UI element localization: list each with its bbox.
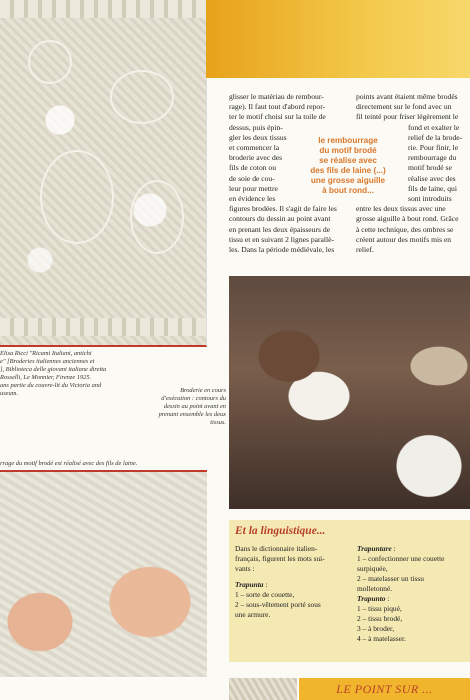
text-line: en prenant les deux épaisseurs de [229,224,331,234]
linguistics-right-column [357,544,467,644]
text-line: entre les deux tissus avec une [356,204,446,214]
text-line: rage). Il faut tout d'abord repor- [229,102,326,112]
linguistics-title: Et la linguistique... [235,525,326,537]
term-definition: 1 – confectionner une couette [357,554,445,563]
text-line: relief. [356,245,374,255]
text-line: en évidence les [229,194,276,204]
pull-quote-line: une grosse aiguille [310,176,386,185]
text-line: dessus, puis épin- [229,122,283,132]
term-definition: molletonné. [357,584,393,593]
caption-line: ], Biblioteca delle giovani italiane diretta [0,366,107,373]
term-word: Trapunto [357,594,386,603]
caption-line: useum. [0,390,18,397]
intro-line: vants : [235,564,255,573]
term-heading [235,580,345,590]
header-band [206,0,470,78]
term-definition: 1 – sorte de couette, [235,590,295,599]
text-line: fils de laine, qui [408,183,457,193]
text-line: fond et exalter le [408,122,460,132]
pull-quote-line: du motif brodé [319,146,377,155]
text-line: créent autour des motifs mis en [356,234,452,244]
text-line: et commencer la [229,143,280,153]
term-heading [357,594,467,604]
text-line: rie. Pour finir, le [408,143,459,153]
term-suffix: : [263,580,268,589]
term-definition: une armure. [235,610,271,619]
pull-quote-line: des fils de laine (...) [310,166,386,175]
linguistics-box [229,520,470,662]
text-line: fils de coton ou [229,163,277,173]
hands-embroidery-photo [0,470,207,677]
text-line: broderie avec des [229,153,283,163]
caption-line: Broderie en cours [180,387,226,394]
text-line: fil teinté pour friser légèrement le [356,112,459,122]
text-line: à cette technique, des ombres se [356,224,454,234]
text-line: relief de la brode- [408,132,463,142]
text-line: figures brodées. Il s'agit de faire les [229,204,337,214]
caption-line: Rosselli, Le Monnier, Firenze 1925. [0,374,92,381]
pull-quote-line: le rembourrage [318,136,378,145]
text-line: sont introduits [408,194,452,204]
intro-line: français, figurent les mots sui- [235,554,325,563]
caption-line: Elisa Ricci "Ricami Italiani, antichi [0,350,92,357]
term-word: Trapunta [235,580,264,589]
caption-line: prenant ensemble les deux [158,411,226,418]
section-footer [229,678,470,700]
text-line: de soie de cou- [229,173,275,183]
text-line: les. Dans la période médiévale, les [229,245,335,255]
term-definition: 3 – à broder, [357,624,395,633]
text-line: gler les deux tissus [229,132,287,142]
text-line: ter le motif choisi sur la toile de [229,112,326,122]
term-suffix: : [391,544,396,553]
term-definition: 4 – à matelasser. [357,634,406,643]
term-definition: surpiquée, [357,564,388,573]
text-line: glisser le matériau de rembour- [229,92,324,101]
term-word: Trapuntare [357,544,392,553]
text-line: contours du dessin au point avant [229,214,331,224]
caption-line: ans partie du couvre-lit du Victoria and [0,382,102,389]
article-column-2 [356,92,466,255]
caption-line: d'exécution : contours du [161,395,226,402]
footer-thumbnail [229,678,297,700]
caption-line: tissus. [210,419,226,426]
term-heading [357,544,467,554]
text-line: rembourrage du [408,153,457,163]
text-line: points avant étaient même brodés [356,92,458,101]
workshop-photo [229,276,470,509]
term-definition: 2 – tissu brodé, [357,614,403,623]
text-line: tissu et en suivant 2 lignes parallè- [229,234,335,244]
linguistics-left-column [235,544,345,620]
caption-line: dessin au point avant en [163,403,226,410]
term-definition: 2 – sous-vêtement porté sous [235,600,321,609]
term-suffix: : [385,594,390,603]
pull-quote-line: se réalise avec [319,156,377,165]
text-line: motif brodé se [408,163,452,173]
embroidery-photo [0,0,207,347]
intro-line: Dans le dictionnaire italien- [235,544,318,553]
term-definition: 1 – tissu piqué, [357,604,402,613]
caption-line: e" [Broderies italiennes anciennes et [0,358,95,365]
pull-quote-line: à bout rond... [322,186,374,195]
text-line: directement sur le fond avec un [356,102,452,112]
term-definition: 2 – matelasser un tissu [357,574,424,583]
hands-caption: rrage du motif brodé est réalisé avec des fils de laine. [0,460,138,467]
text-line: réalise avec des [408,173,456,183]
work-caption [120,387,226,427]
footer-label: LE POINT SUR ... [299,678,470,700]
text-line: grosse aiguille à bout rond. Grâce [356,214,459,224]
text-line: leur pour mettre [229,183,278,193]
